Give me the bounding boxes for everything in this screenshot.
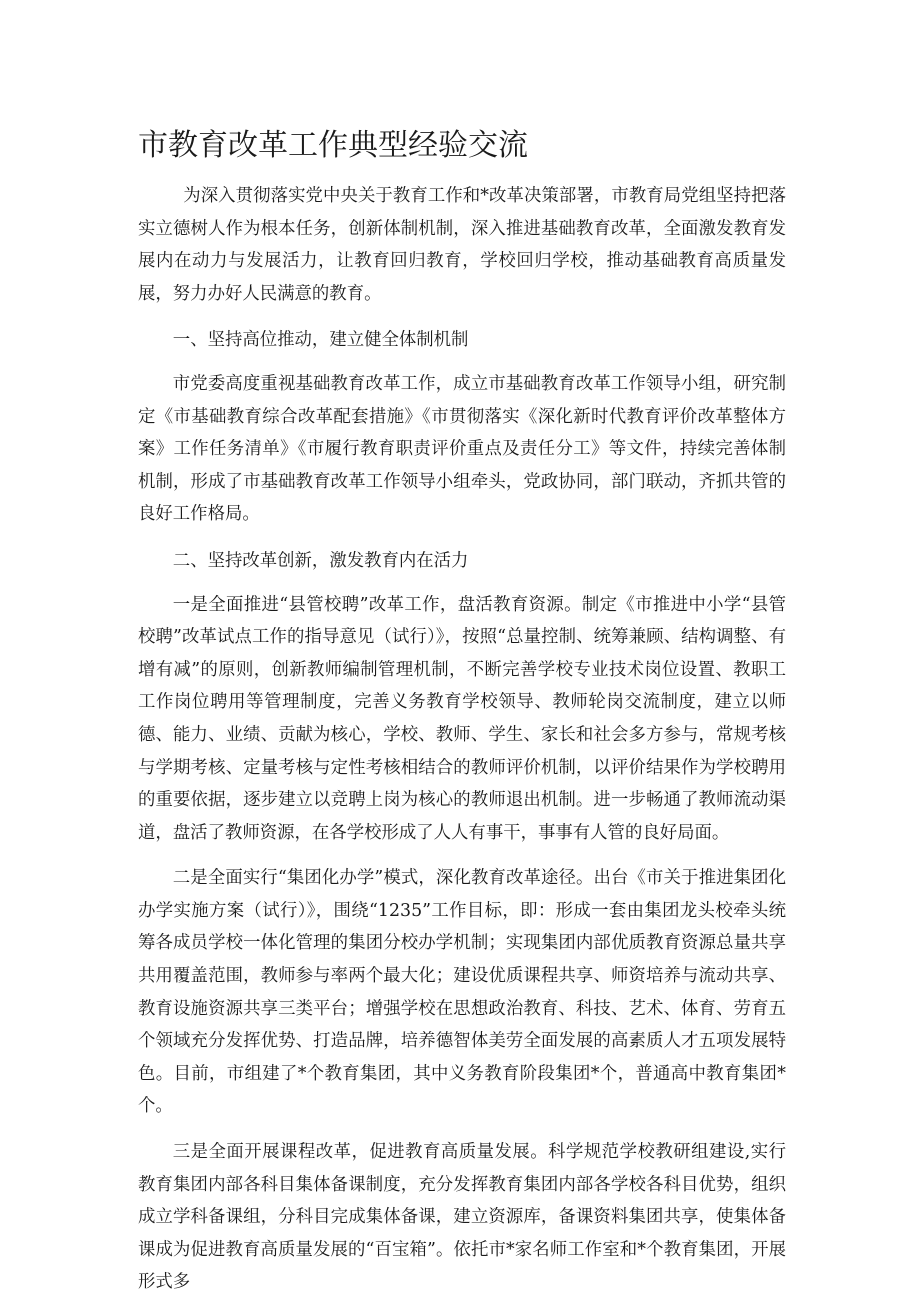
section-2-paragraph-2: 二是全面实行“集团化办学”模式，深化教育改革途径。出台《市关于推进集团化办学实施方案（试行）》，围绕“1235”工作目标，即：形成一套由集团龙头校牵头统筹各成员学校一体化管理的集团分校办学机制；实现集团内部优质教育资源总量共享共用覆盖范围，教师参与率两个最大化；建设优质课程共享、师资培养与流动共享、教育设施资源共享三类平台；增强学校在思想政治教育、科技、艺术、体育、劳育五个领域充分发挥优势、打造品牌，培养德智体美劳全面发展的高素质人才五项发展特色。目前，市组建了*个教育集团，其中义务教育阶段集团*个，普通高中教育集团*个。 bbox=[138, 868, 786, 1117]
section-2-paragraph-1: 一是全面推进“县管校聘”改革工作，盘活教育资源。制定《市推进中小学“县管校聘”改革试点工作的指导意见（试行）》，按照“总量控制、统筹兼顾、结构调整、有增有减”的原则，创新教师编制管理机制，不断完善学校专业技术岗位设置、教职工工作岗位聘用等管理制度，完善义务教育学校领导、教师轮岗交流制度，建立以师德、能力、业绩、贡献为核心，学校、教师、学生、家长和社会多方参与，常规考核与学期考核、定量考核与定性考核相结合的教师评价机制，以评价结果作为学校聘用的重要依据，逐步建立以竞聘上岗为核心的教师退出机制。进一步畅通了教师流动渠道，盘活了教师资源，在各学校形成了人人有事干，事事有人管的良好局面。 bbox=[138, 594, 786, 843]
intro-paragraph: 为深入贯彻落实党中央关于教育工作和*改革决策部署，市教育局党组坚持把落实立德树人作为根本任务，创新体制机制，深入推进基础教育改革，全面激发教育发展内在动力与发展活力，让教育回归教育，学校回归学校，推动基础教育高质量发展，努力办好人民满意的教育。 bbox=[138, 186, 786, 304]
section-1-paragraph: 市党委高度重视基础教育改革工作，成立市基础教育改革工作领导小组，研究制定《市基础教育综合改革配套措施》《市贯彻落实《深化新时代教育评价改革整体方案》工作任务清单》《市履行教育职责评价重点及责任分工》等文件，持续完善体制机制，形成了市基础教育改革工作领导小组牵头，党政协同，部门联动，齐抓共管的良好工作格局。 bbox=[138, 373, 786, 525]
section-2-heading: 二、坚持改革创新，激发教育内在活力 bbox=[172, 550, 469, 571]
section-2-paragraph-3: 三是全面开展课程改革，促进教育高质量发展。科学规范学校教研组建设,实行教育集团内部各科目集体备课制度，充分发挥教育集团内部各学校各科目优势，组织成立学科备课组，分科目完成集体备课，建立资源库，备课资料集团共享，使集体备课成为促进教育高质量发展的“百宝箱”。依托市*家名师工作室和*个教育集团，开展形式多 bbox=[138, 1142, 786, 1293]
document-title: 市教育改革工作典型经验交流 bbox=[138, 128, 528, 163]
section-1-heading: 一、坚持高位推动，建立健全体制机制 bbox=[172, 330, 469, 351]
document-body bbox=[138, 180, 786, 1299]
